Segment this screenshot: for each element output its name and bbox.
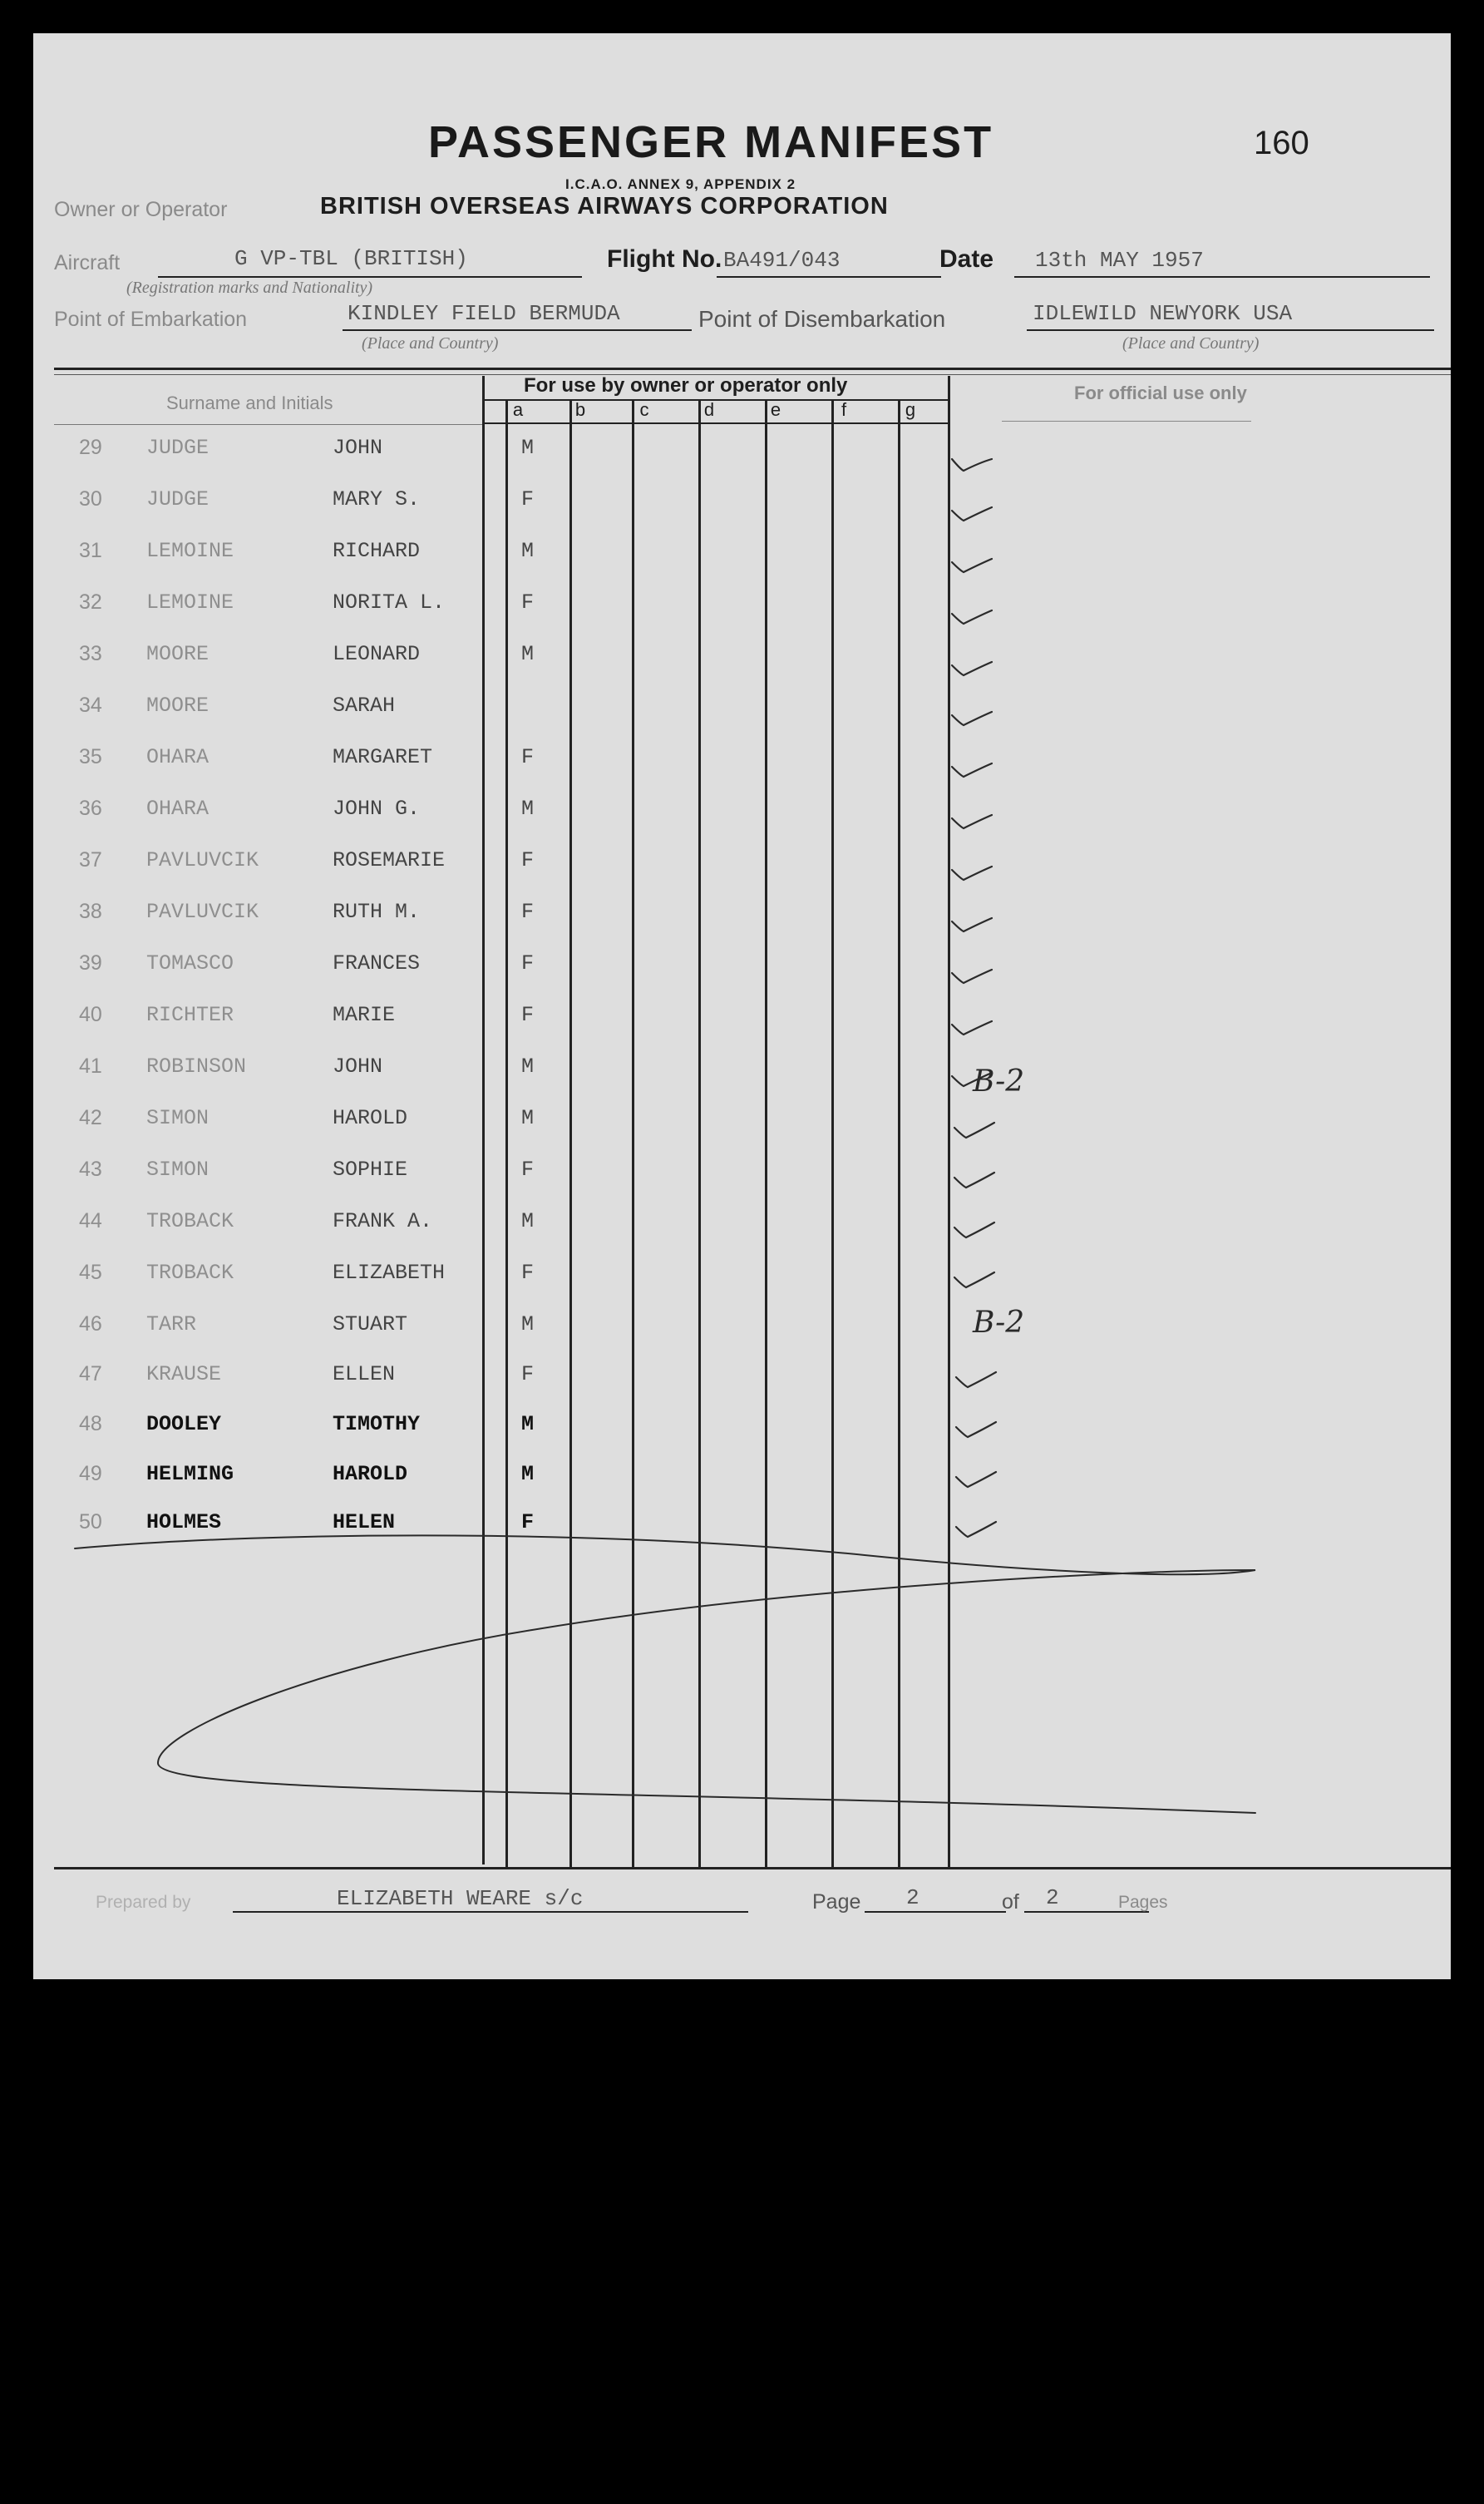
row-sex: F [521,590,535,615]
row-surname: JUDGE [146,436,210,460]
disembark-note: (Place and Country) [1122,334,1260,353]
row-sex: M [521,539,535,563]
check-icon [952,867,992,880]
manifest-sheet [33,33,1451,1979]
row-given-name: JOHN [333,1054,383,1079]
row-number: 31 [79,539,102,562]
row-given-name: TIMOTHY [333,1412,421,1436]
check-icon [952,507,992,521]
row-sex: F [521,1003,535,1027]
row-surname: LEMOINE [146,590,234,615]
of-value: 2 [1046,1885,1059,1910]
prepared-underline [233,1911,748,1913]
row-sex: M [521,1106,535,1130]
row-given-name: HELEN [333,1510,396,1534]
check-icon [952,610,992,624]
row-sex: M [521,436,535,460]
aircraft-value: G VP-TBL (BRITISH) [234,246,468,271]
check-icon [956,1472,996,1487]
row-number: 50 [79,1510,102,1534]
row-number: 44 [79,1209,102,1232]
row-surname: OHARA [146,745,210,769]
handwritten-marks [33,33,1451,1979]
row-surname: HELMING [146,1462,234,1486]
row-surname: MOORE [146,642,210,666]
embark-label: Point of Embarkation [54,308,248,331]
row-given-name: JOHN [333,436,383,460]
pages-label: Pages [1118,1893,1168,1912]
check-icon [954,1272,994,1287]
disembark-label: Point of Disembarkation [698,306,946,332]
row-number: 29 [79,436,102,459]
row-given-name: RICHARD [333,539,421,563]
col-b-header: b [574,399,586,420]
row-given-name: LEONARD [333,642,421,666]
row-sex: F [521,1362,535,1386]
official-mark-row-41: B-2 [973,1064,1025,1099]
row-given-name: HAROLD [333,1106,408,1130]
col-e-header: e [770,399,781,420]
row-sex: M [521,797,535,821]
row-given-name: MARIE [333,1003,396,1027]
official-use-header: For official use only [1074,383,1247,403]
table-bottom-rule [54,1867,1451,1869]
row-surname: PAVLUVCIK [146,848,259,872]
row-given-name: ELLEN [333,1362,396,1386]
row-surname: TROBACK [146,1209,234,1233]
row-sex: M [521,642,535,666]
row-sex: F [521,487,535,511]
check-icon [952,970,992,983]
prepared-label: Prepared by [96,1893,191,1912]
row-sex: F [521,1510,535,1534]
row-number: 32 [79,590,102,614]
col-f-header: f [841,399,847,420]
check-icon [956,1422,996,1437]
row-number: 41 [79,1054,102,1078]
row-number: 38 [79,900,102,923]
row-given-name: MARGARET [333,745,433,769]
row-number: 40 [79,1003,102,1026]
row-number: 34 [79,694,102,717]
row-given-name: RUTH M. [333,900,421,924]
date-label: Date [939,245,994,273]
row-given-name: NORITA L. [333,590,446,615]
cancel-scribble-icon [75,1535,1255,1813]
check-icon [954,1173,994,1188]
check-icon [952,459,992,471]
row-given-name: FRANK A. [333,1209,433,1233]
check-icon [956,1372,996,1387]
row-number: 39 [79,951,102,975]
check-icon [952,559,992,572]
row-given-name: ELIZABETH [333,1261,446,1285]
check-icon [956,1522,996,1537]
row-number: 36 [79,797,102,820]
row-sex: M [521,1209,535,1233]
owner-use-header: For use by owner or operator only [524,374,848,397]
prepared-value: ELIZABETH WEARE s/c [337,1886,584,1911]
row-surname: JUDGE [146,487,210,511]
row-number: 47 [79,1362,102,1385]
row-number: 37 [79,848,102,872]
col-a-header: a [512,399,524,420]
aircraft-label: Aircraft [54,251,121,274]
row-number: 48 [79,1412,102,1435]
check-icon [952,712,992,725]
row-given-name: JOHN G. [333,797,421,821]
row-number: 42 [79,1106,102,1129]
row-sex: F [521,1158,535,1182]
row-number: 49 [79,1462,102,1485]
check-icon [952,763,992,777]
row-surname: ROBINSON [146,1054,247,1079]
check-icon [954,1123,994,1138]
row-surname: HOLMES [146,1510,222,1534]
row-sex: F [521,1261,535,1285]
page-label: Page [812,1890,861,1914]
row-number: 33 [79,642,102,665]
date-value: 13th MAY 1957 [1035,248,1204,273]
row-number: 35 [79,745,102,768]
owner-label: Owner or Operator [54,198,228,221]
check-icon [952,918,992,931]
embark-note: (Place and Country) [362,334,499,353]
check-icon [954,1222,994,1237]
row-sex: F [521,848,535,872]
row-sex: M [521,1462,535,1486]
row-sex: M [521,1312,535,1336]
row-given-name: ROSEMARIE [333,848,446,872]
row-surname: TROBACK [146,1261,234,1285]
row-number: 46 [79,1312,102,1336]
aircraft-note: (Registration marks and Nationality) [126,279,373,297]
row-sex: F [521,900,535,924]
check-icon [952,1073,992,1086]
embark-value: KINDLEY FIELD BERMUDA [348,301,620,326]
col-c-header: c [639,399,649,420]
row-given-name: FRANCES [333,951,421,975]
row-surname: SIMON [146,1106,210,1130]
col-d-header: d [703,399,715,420]
row-given-name: HAROLD [333,1462,408,1486]
row-surname: MOORE [146,694,210,718]
page-value: 2 [906,1885,919,1910]
owner-value: BRITISH OVERSEAS AIRWAYS CORPORATION [320,193,889,220]
row-number: 45 [79,1261,102,1284]
row-given-name: STUART [333,1312,408,1336]
row-surname: PAVLUVCIK [146,900,259,924]
check-icon [952,1021,992,1035]
row-given-name: SARAH [333,694,396,718]
flight-value: BA491/043 [723,248,841,273]
row-surname: RICHTER [146,1003,234,1027]
page-number: 160 [1254,125,1309,161]
row-surname: TOMASCO [146,951,234,975]
flight-label: Flight No. [607,245,722,273]
col-g-header: g [905,399,916,420]
row-surname: SIMON [146,1158,210,1182]
row-surname: LEMOINE [146,539,234,563]
row-surname: OHARA [146,797,210,821]
disembark-value: IDLEWILD NEWYORK USA [1033,301,1293,326]
page-subtitle: I.C.A.O. ANNEX 9, APPENDIX 2 [565,176,796,192]
official-mark-row-46: B-2 [973,1306,1025,1340]
row-sex: F [521,745,535,769]
row-surname: KRAUSE [146,1362,222,1386]
row-sex: M [521,1412,535,1436]
row-number: 30 [79,487,102,511]
row-sex: F [521,951,535,975]
row-sex: M [521,1054,535,1079]
name-column-header: Surname and Initials [166,393,333,413]
page-title: PASSENGER MANIFEST [428,117,994,167]
check-icon [952,662,992,675]
page-underline [865,1911,1006,1913]
row-number: 43 [79,1158,102,1181]
row-surname: DOOLEY [146,1412,222,1436]
row-surname: TARR [146,1312,197,1336]
row-given-name: MARY S. [333,487,421,511]
row-given-name: SOPHIE [333,1158,408,1182]
of-label: of [1002,1890,1019,1914]
check-icon [952,815,992,828]
